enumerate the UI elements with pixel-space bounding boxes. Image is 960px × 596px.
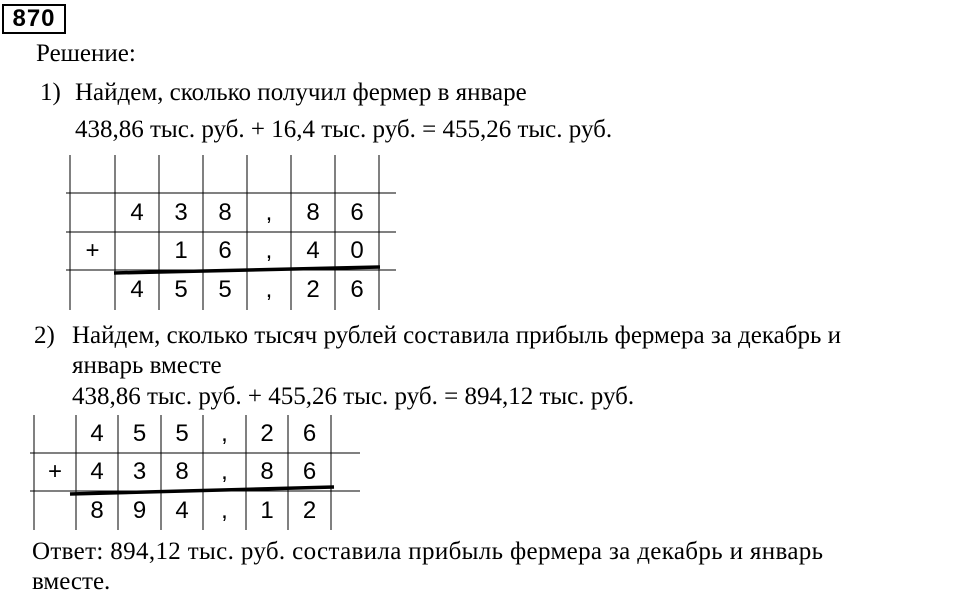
grid2-cell-r2-c0 xyxy=(34,491,76,530)
grid2-cell-r0-c6: 6 xyxy=(302,420,317,447)
grid2-cell-r1-c3: 8 xyxy=(175,458,189,485)
grid1-cell-r1-c1: 4 xyxy=(130,199,144,226)
grid2-cell-r2-c2: 9 xyxy=(132,497,147,524)
grid1-cell-r1-c3: 8 xyxy=(218,199,232,226)
grid1-cell-r1-c5: 8 xyxy=(306,199,320,226)
step2-marker: 2) xyxy=(34,322,55,349)
step1-marker: 1) xyxy=(40,79,61,106)
grid1-cell-r2-c5: 4 xyxy=(306,237,320,264)
grid2-cell-r2-c5: 1 xyxy=(260,497,274,524)
grid1-cell-r2-c0: + xyxy=(85,237,100,264)
grid1-cell-r1-c4: , xyxy=(265,199,273,226)
grid1-cell-r1-c2: 3 xyxy=(174,199,188,226)
answer-line1: Ответ: 894,12 тыс. руб. составила прибыль фермера за декабрь и январь xyxy=(32,538,824,565)
grid2-cell-r0-c2: 5 xyxy=(132,420,147,447)
step1-equation: 438,86 тыс. руб. + 16,4 тыс. руб. = 455,26 тыс. руб. xyxy=(75,116,613,143)
task-number: 870 xyxy=(2,4,66,34)
grid2-cell-r1-c2: 3 xyxy=(132,458,147,485)
grid2-cell-r2-c6: 2 xyxy=(302,497,317,524)
step1-text: Найдем, сколько получил фермер в январе xyxy=(75,79,527,106)
grid1-cell-r2-c1 xyxy=(115,232,159,270)
column-addition-grid-2 xyxy=(30,415,360,530)
grid2-cell-r0-c0 xyxy=(34,415,76,453)
grid1-cell-r3-c5: 2 xyxy=(306,276,320,303)
grid1-cell-r3-c0 xyxy=(70,270,115,310)
grid1-cell-r2-c6: 0 xyxy=(350,237,364,264)
grid1-cell-r3-c1: 4 xyxy=(130,276,144,303)
answer-line2: вместе. xyxy=(32,568,111,595)
step2-text-line2: январь вместе xyxy=(72,352,222,379)
grid2-cell-r2-c4: , xyxy=(221,497,228,524)
grid1-cell-r3-c6: 6 xyxy=(350,276,364,303)
grid1-cell-r1-c0 xyxy=(70,193,115,232)
grid1-cell-r3-c2: 5 xyxy=(174,276,188,303)
grid1-cell-r3-c3: 5 xyxy=(218,276,232,303)
grid1-cell-r2-c3: 6 xyxy=(218,237,232,264)
grid1-cell-r3-c4: , xyxy=(265,276,273,303)
grid2-cell-r0-c5: 2 xyxy=(260,420,274,447)
step2-text-line1: Найдем, сколько тысяч рублей составила прибыль фермера за декабрь и xyxy=(72,322,841,349)
solution-heading: Решение: xyxy=(36,40,136,67)
grid1-cell-r1-c6: 6 xyxy=(350,199,364,226)
grid1-cell-r0-c0 xyxy=(70,155,115,193)
grid2-cell-r0-c1: 4 xyxy=(90,420,104,447)
grid2-cell-r1-c1: 4 xyxy=(90,458,104,485)
grid2-cell-r0-c4: , xyxy=(221,420,228,447)
grid2-cell-r2-c3: 4 xyxy=(175,497,189,524)
grid1-cell-r0-c2 xyxy=(159,155,203,193)
grid2-cell-r0-c3: 5 xyxy=(175,420,189,447)
step2-equation: 438,86 тыс. руб. + 455,26 тыс. руб. = 894,12 тыс. руб. xyxy=(72,383,635,410)
column-addition-grid-1 xyxy=(66,155,396,310)
grid2-cell-r1-c6: 6 xyxy=(302,458,317,485)
grid2-cell-r2-c1: 8 xyxy=(90,497,104,524)
grid1-cell-r2-c4: , xyxy=(265,237,273,264)
grid2-cell-r1-c5: 8 xyxy=(260,458,274,485)
grid1-cell-r0-c6 xyxy=(335,155,379,193)
grid1-cell-r2-c2: 1 xyxy=(174,237,188,264)
grid1-cell-r0-c4 xyxy=(247,155,291,193)
grid2-cell-r1-c0: + xyxy=(47,458,62,485)
grid1-cell-r0-c5 xyxy=(291,155,335,193)
grid2-cell-r1-c4: , xyxy=(221,458,228,485)
grid1-cell-r0-c1 xyxy=(115,155,159,193)
grid1-cell-r0-c3 xyxy=(203,155,247,193)
